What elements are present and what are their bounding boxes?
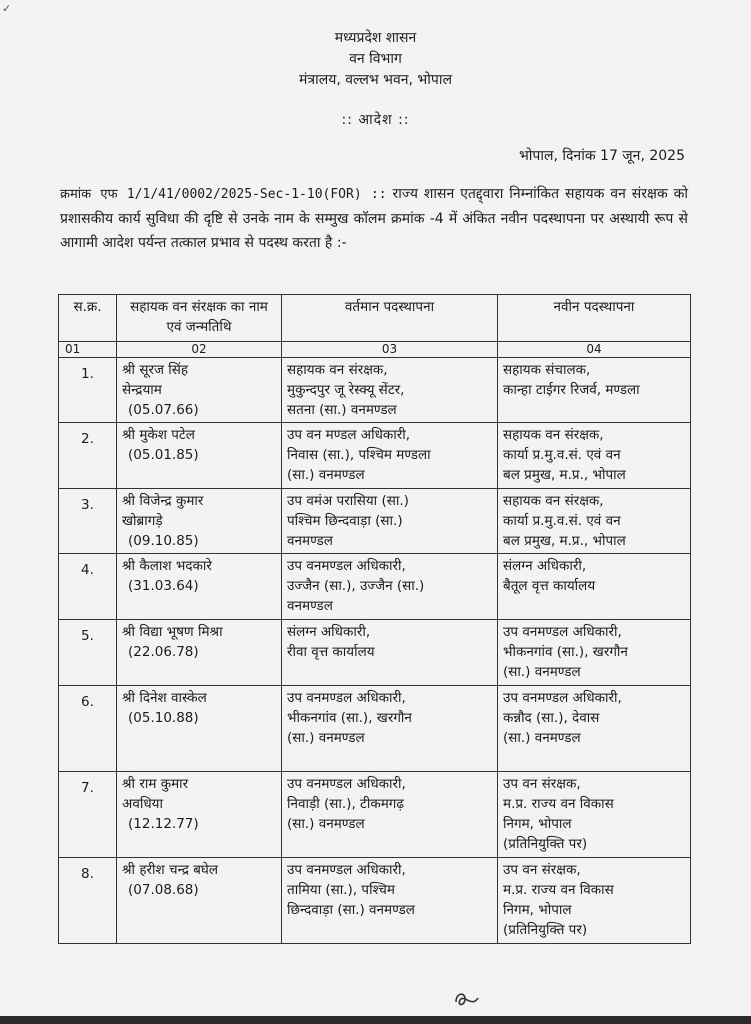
new-posting-cell: [498, 358, 691, 423]
new-posting-line: (सा.) वनमण्डल: [503, 664, 581, 680]
new-posting-line: कान्हा टाईगर रिजर्व, मण्डला: [503, 382, 640, 398]
header-current-posting: वर्तमान पदस्थापना: [282, 295, 498, 342]
current-posting-line: उप वनमण्डल अधिकारी,: [287, 558, 406, 574]
officer-cell: [117, 686, 282, 772]
table-header-row: [59, 295, 691, 342]
new-posting-line: (सा.) वनमण्डल: [503, 730, 581, 746]
col-number: 04: [498, 342, 691, 358]
date-of-birth: (22.06.78): [128, 644, 199, 660]
current-posting-line: छिन्दवाड़ा (सा.) वनमण्डल: [287, 902, 415, 918]
current-posting-cell: [282, 858, 498, 944]
table-row: [59, 489, 691, 554]
current-posting-line: उप वन मण्डल अधिकारी,: [287, 427, 411, 443]
table-row: [59, 554, 691, 620]
officer-name: श्री मुकेश पटेल: [122, 427, 195, 443]
current-posting-line: उप वनमण्डल अधिकारी,: [287, 862, 406, 878]
table-row: [59, 358, 691, 423]
new-posting-line: म.प्र. राज्य वन विकास: [503, 796, 614, 812]
new-posting-line: बल प्रमुख, म.प्र., भोपाल: [503, 533, 626, 549]
new-posting-cell: [498, 554, 691, 620]
officer-name: श्री सूरज सिंह: [122, 362, 189, 378]
officer-name: खोब्रागड़े: [122, 513, 163, 529]
letterhead: [0, 28, 751, 91]
header-sno: स.क्र.: [59, 295, 117, 342]
serial-number: 7.: [59, 772, 117, 858]
officer-cell: [117, 423, 282, 489]
officer-name: श्री दिनेश वास्केल: [122, 690, 207, 706]
current-posting-line: उप वमंअ परासिया (सा.): [287, 493, 409, 509]
date-of-birth: (05.10.88): [128, 710, 199, 726]
officer-cell: [117, 489, 282, 554]
new-posting-line: संलग्न अधिकारी,: [503, 558, 587, 574]
office-address: मंत्रालय, वल्लभ भवन, भोपाल: [299, 72, 452, 88]
new-posting-cell: [498, 772, 691, 858]
table-row: [59, 858, 691, 944]
current-posting-line: उप वनमण्डल अधिकारी,: [287, 776, 406, 792]
govt-name: मध्यप्रदेश शासन: [334, 30, 417, 46]
current-posting-cell: [282, 772, 498, 858]
new-posting-cell: [498, 620, 691, 686]
new-posting-line: कन्नौद (सा.), देवास: [503, 710, 600, 726]
current-posting-line: निवाड़ी (सा.), टीकमगढ़: [287, 796, 404, 812]
officer-name: अवधिया: [122, 796, 163, 812]
column-number-row: [59, 342, 691, 358]
date-of-birth: (12.12.77): [128, 816, 199, 832]
serial-number: 6.: [59, 686, 117, 772]
table-row: [59, 620, 691, 686]
current-posting-line: तामिया (सा.), पश्चिम: [287, 882, 395, 898]
new-posting-line: (प्रतिनियुक्ति पर): [503, 836, 588, 852]
new-posting-cell: [498, 423, 691, 489]
table-row: [59, 772, 691, 858]
officer-cell: [117, 620, 282, 686]
date-of-birth: (07.08.68): [128, 882, 199, 898]
date-of-birth: (31.03.64): [128, 578, 199, 594]
current-posting-line: सतना (सा.) वनमण्डल: [287, 402, 397, 418]
new-posting-line: बैतूल वृत्त कार्यालय: [503, 578, 596, 594]
new-posting-line: उप वनमण्डल अधिकारी,: [503, 624, 622, 640]
current-posting-cell: [282, 358, 498, 423]
current-posting-cell: [282, 423, 498, 489]
col-number: 02: [117, 342, 282, 358]
current-posting-line: भीकनगांव (सा.), खरगौन: [287, 710, 412, 726]
officer-name: श्री हरीश चन्द्र बघेल: [122, 862, 219, 878]
order-date: भोपाल, दिनांक 17 जून, 2025: [518, 148, 685, 164]
new-posting-line: निगम, भोपाल: [503, 816, 572, 832]
serial-number: 3.: [59, 489, 117, 554]
serial-number: 8.: [59, 858, 117, 944]
officer-name: श्री कैलाश भदकारे: [122, 558, 212, 574]
table-row: [59, 686, 691, 772]
new-posting-line: (प्रतिनियुक्ति पर): [503, 922, 588, 938]
current-posting-line: संलग्न अधिकारी,: [287, 624, 371, 640]
col-number: 01: [59, 342, 117, 358]
officer-cell: [117, 358, 282, 423]
order-paragraph: [60, 182, 688, 255]
new-posting-line: उप वन संरक्षक,: [503, 776, 581, 792]
new-posting-line: बल प्रमुख, म.प्र., भोपाल: [503, 467, 626, 483]
header-new-posting: नवीन पदस्थापना: [498, 295, 691, 342]
order-title: :: आदेश ::: [341, 112, 410, 128]
department-name: वन विभाग: [349, 51, 402, 67]
current-posting-line: निवास (सा.), पश्चिम मण्डला: [287, 447, 431, 463]
corner-mark: ✓: [2, 2, 12, 15]
serial-number: 1.: [59, 358, 117, 423]
current-posting-line: उप वनमण्डल अधिकारी,: [287, 690, 406, 706]
current-posting-line: (सा.) वनमण्डल: [287, 816, 365, 832]
current-posting-line: (सा.) वनमण्डल: [287, 467, 365, 483]
new-posting-line: उप वन संरक्षक,: [503, 862, 581, 878]
officer-name: श्री विजेन्द्र कुमार: [122, 493, 204, 509]
new-posting-line: म.प्र. राज्य वन विकास: [503, 882, 614, 898]
col-number: 03: [282, 342, 498, 358]
current-posting-line: पश्चिम छिन्दवाड़ा (सा.): [287, 513, 403, 529]
serial-number: 2.: [59, 423, 117, 489]
new-posting-line: भीकनगांव (सा.), खरगौन: [503, 644, 628, 660]
current-posting-line: उज्जैन (सा.), उज्जैन (सा.): [287, 578, 425, 594]
current-posting-line: वनमण्डल: [287, 533, 333, 549]
new-posting-line: सहायक वन संरक्षक,: [503, 427, 604, 443]
table-row: [59, 423, 691, 489]
new-posting-cell: [498, 489, 691, 554]
order-ref-number: क्रमांक एफ 1/1/41/0002/2025-Sec-1-10(FOR) ::: [60, 187, 387, 202]
officer-name: सेन्द्रयाम: [122, 382, 162, 398]
current-posting-cell: [282, 686, 498, 772]
current-posting-line: वनमण्डल: [287, 598, 333, 614]
current-posting-cell: [282, 620, 498, 686]
serial-number: 5.: [59, 620, 117, 686]
page-initials-mark: [452, 988, 482, 1010]
scan-edge-bar: [0, 1016, 751, 1024]
new-posting-line: निगम, भोपाल: [503, 902, 572, 918]
current-posting-cell: [282, 554, 498, 620]
new-posting-line: कार्या प्र.मु.व.सं. एवं वन: [503, 513, 621, 529]
date-of-birth: (05.01.85): [128, 447, 199, 463]
new-posting-line: सहायक वन संरक्षक,: [503, 493, 604, 509]
new-posting-line: कार्या प्र.मु.व.सं. एवं वन: [503, 447, 621, 463]
new-posting-line: सहायक संचालक,: [503, 362, 591, 378]
posting-table: [58, 294, 691, 944]
current-posting-cell: [282, 489, 498, 554]
officer-cell: [117, 772, 282, 858]
officer-name: श्री विद्या भूषण मिश्रा: [122, 624, 223, 640]
header-name-dob: सहायक वन संरक्षक का नाम एवं जन्मतिथि: [117, 295, 282, 342]
date-of-birth: (05.07.66): [128, 402, 199, 418]
current-posting-line: रीवा वृत्त कार्यालय: [287, 644, 375, 660]
officer-cell: [117, 554, 282, 620]
current-posting-line: सहायक वन संरक्षक,: [287, 362, 388, 378]
date-of-birth: (09.10.85): [128, 533, 199, 549]
new-posting-cell: [498, 686, 691, 772]
serial-number: 4.: [59, 554, 117, 620]
order-text: राज्य शासन एतद्द्वारा निम्नांकित सहायक वन संरक्षक को प्रशासकीय कार्य सुविधा की दृष्टि से उनके नाम के सम्मुख कॉलम क्रमांक -4 में अंकित नवीन पदस्थापना पर अस्थायी रूप से आगामी आदेश पर्यन्त तत्काल प्रभाव से पदस्थ करता है :-: [60, 186, 688, 251]
officer-cell: [117, 858, 282, 944]
officer-name: श्री राम कुमार: [122, 776, 189, 792]
new-posting-line: उप वनमण्डल अधिकारी,: [503, 690, 622, 706]
current-posting-line: मुकुन्दपुर जू रेस्क्यू सेंटर,: [287, 382, 405, 398]
new-posting-cell: [498, 858, 691, 944]
current-posting-line: (सा.) वनमण्डल: [287, 730, 365, 746]
